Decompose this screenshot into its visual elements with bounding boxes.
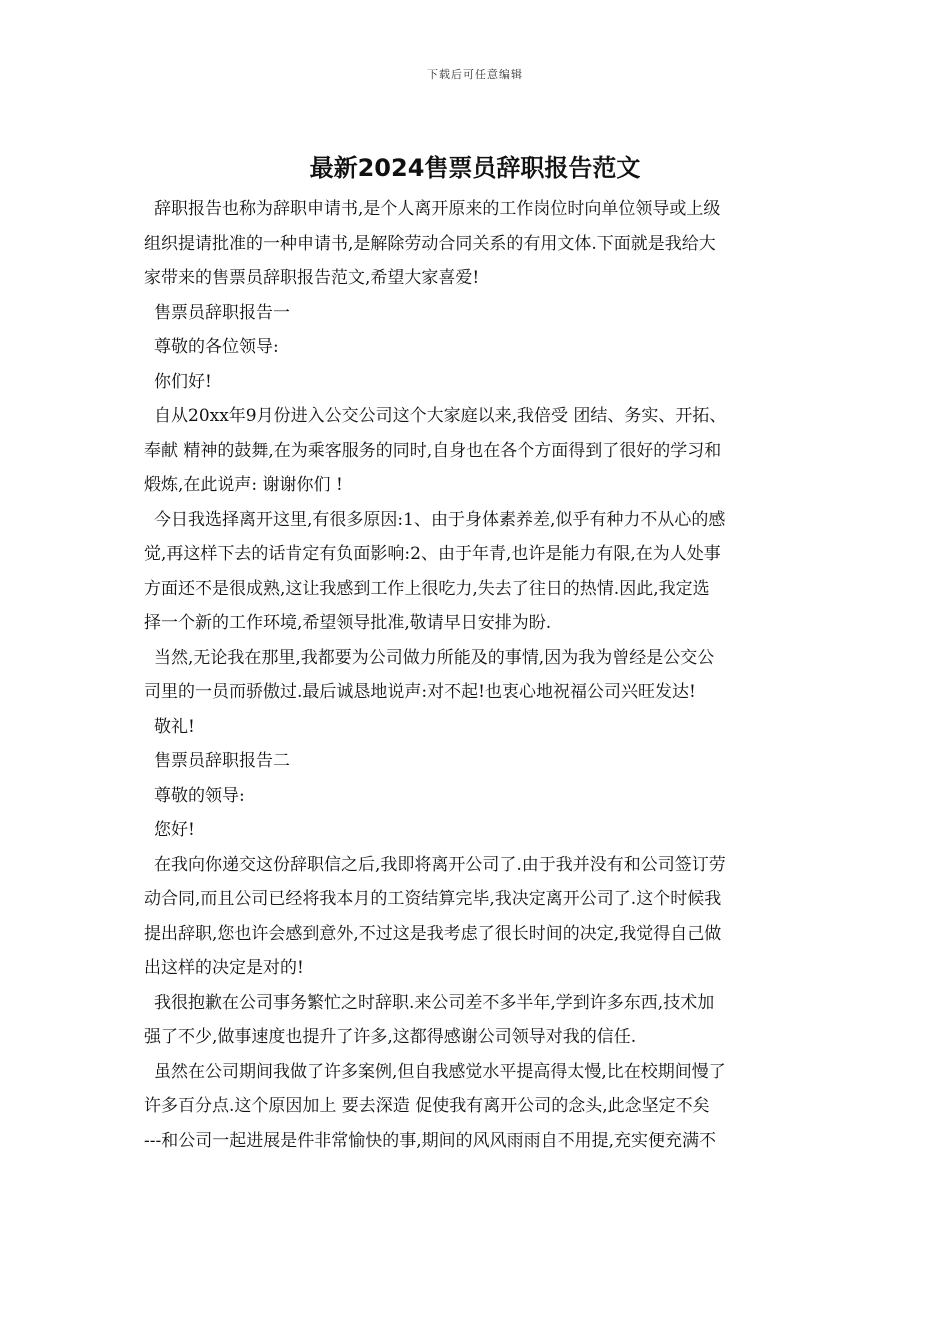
paragraph-line: 你们好! (154, 371, 212, 392)
body-paragraph (144, 330, 814, 365)
body-paragraph (144, 399, 814, 503)
body-paragraph (144, 848, 814, 986)
paragraph-line: 敬礼! (154, 716, 195, 737)
paragraph-line: 方面还不是很成熟,这让我感到工作上很吃力,失去了往日的热情.因此,我定选 (144, 578, 710, 599)
paragraph-line: 组织提请批准的一种申请书,是解除劳动合同关系的有用文体.下面就是我给大 (144, 233, 716, 254)
body-paragraph (144, 296, 814, 331)
body-paragraph (144, 503, 814, 641)
paragraph-line: 我很抱歉在公司事务繁忙之时辞职.来公司差不多半年,学到许多东西,技术加 (154, 992, 715, 1013)
paragraph-line: 动合同,而且公司已经将我本月的工资结算完毕,我决定离开公司了.这个时候我 (144, 889, 722, 909)
paragraph-line: ---和公司一起进展是件非常愉快的事,期间的风风雨雨自不用提,充实便充满不 (144, 1130, 717, 1151)
page-header-note: 下载后可任意编辑 (427, 68, 523, 81)
document-title: 最新2024售票员辞职报告范文 (309, 154, 641, 182)
body-paragraph (144, 641, 814, 710)
paragraph-line: 择一个新的工作环境,希望领导批准,敬请早日安排为盼. (144, 613, 552, 633)
paragraph-line: 强了不少,做事速度也提升了许多,这都得感谢公司领导对我的信任. (144, 1027, 637, 1047)
paragraph-line: 售票员辞职报告二 (154, 751, 290, 771)
paragraph-line: 售票员辞职报告一 (154, 302, 290, 323)
paragraph-line: 提出辞职,您也许会感到意外,不过这是我考虑了很长时间的决定,我觉得自己做 (144, 923, 722, 944)
paragraph-line: 煅炼,在此说声: 谢谢你们 ! (144, 475, 343, 495)
paragraph-line: 出这样的决定是对的! (144, 958, 304, 978)
body-paragraph (144, 744, 814, 779)
body-paragraph (144, 813, 814, 848)
paragraph-line: 辞职报告也称为辞职申请书,是个人离开原来的工作岗位时向单位领导或上级 (154, 199, 721, 219)
paragraph-line: 自从20xx年9月份进入公交公司这个大家庭以来,我倍受 团结、务实、开拓、 (154, 406, 727, 426)
body-paragraph (144, 365, 814, 400)
paragraph-line: 觉,再这样下去的话肯定有负面影响:2、由于年青,也许是能力有限,在为人处事 (144, 544, 721, 564)
paragraph-line: 家带来的售票员辞职报告范文,希望大家喜爱! (144, 268, 480, 288)
paragraph-line: 在我向你递交这份辞职信之后,我即将离开公司了.由于我并没有和公司签订劳 (154, 854, 726, 875)
paragraph-line: 奉献 精神的鼓舞,在为乘客服务的同时,自身也在各个方面得到了很好的学习和 (144, 440, 722, 461)
body-paragraph (144, 1055, 814, 1159)
body-paragraph (144, 986, 814, 1055)
paragraph-line: 许多百分点.这个原因加上 要去深造 促使我有离开公司的念头,此念坚定不矣 (144, 1096, 710, 1116)
body-paragraph (144, 192, 814, 296)
body-paragraph (144, 779, 814, 814)
paragraph-line: 当然,无论我在那里,我都要为公司做力所能及的事情,因为我为曾经是公交公 (154, 647, 715, 668)
paragraph-line: 尊敬的领导: (154, 785, 245, 806)
paragraph-line: 您好! (154, 820, 195, 840)
paragraph-line: 今日我选择离开这里,有很多原因:1、由于身体素养差,似乎有种力不从心的感 (154, 509, 726, 530)
body-paragraph (144, 710, 814, 745)
paragraph-line: 尊敬的各位领导: (154, 337, 279, 357)
document-body (144, 192, 814, 1158)
paragraph-line: 司里的一员而骄傲过.最后诚恳地说声:对不起!也衷心地祝福公司兴旺发达! (144, 682, 696, 702)
paragraph-line: 虽然在公司期间我做了许多案例,但自我感觉水平提高得太慢,比在校期间慢了 (154, 1061, 726, 1082)
